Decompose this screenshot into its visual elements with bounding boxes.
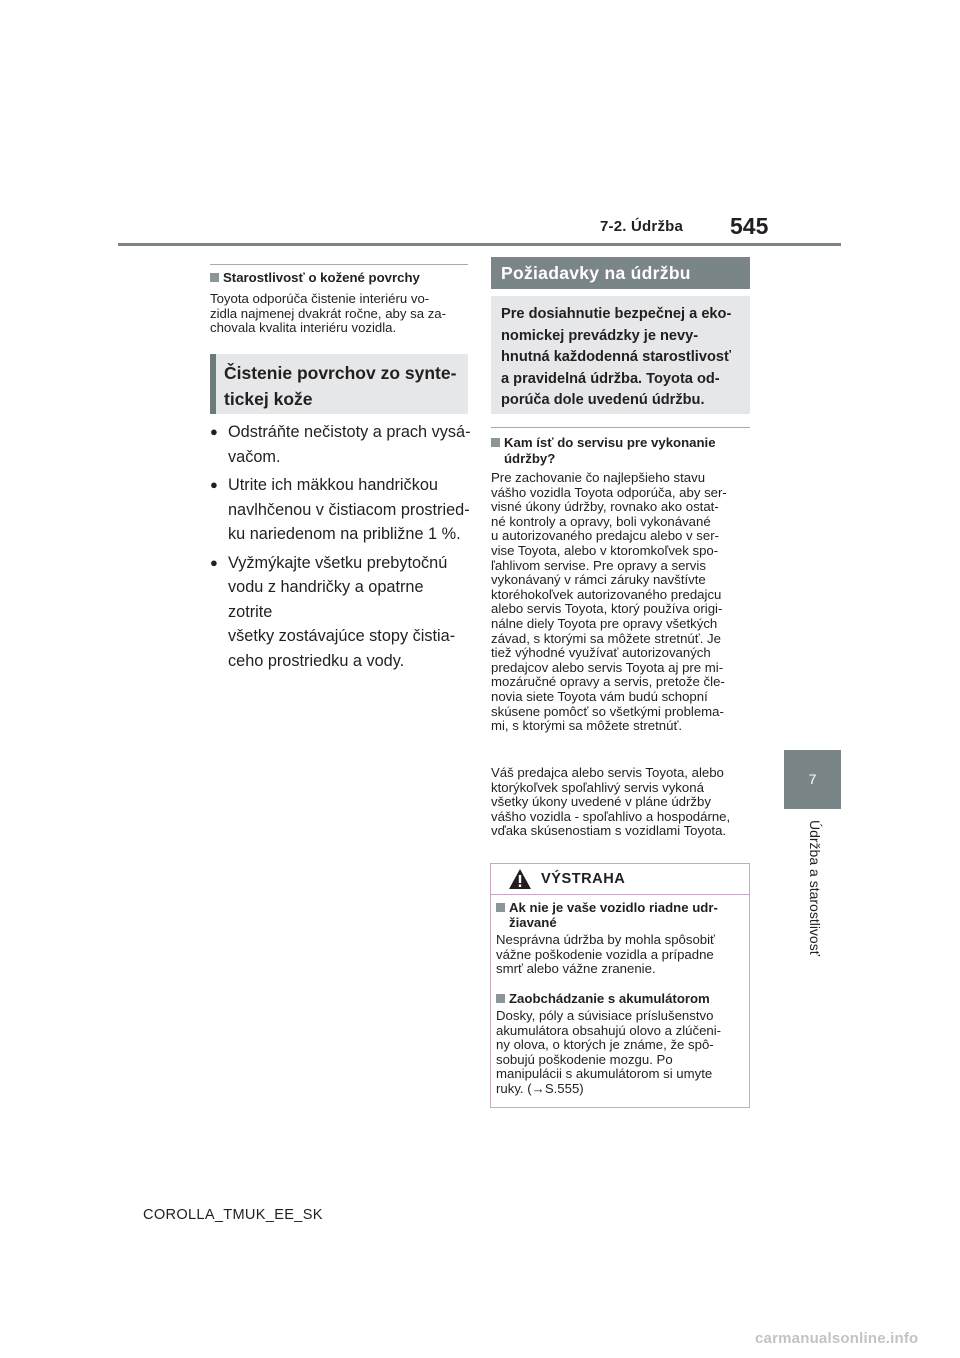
page-reference-link[interactable]: ruky. (→S.555) (496, 1080, 584, 1096)
service-paragraph-1: Pre zachovanie čo najlepšieho stavu vášho vozidla Toyota odporúča, aby ser- visné úkony údržby, rovnako ako ostat- né kontroly a opravy, boli vykonávané u autorizovaného predajcu alebo v ser- vise Toyota, alebo v ktoromkoľvek spo- ľahlivom servise. Pre opravy a servis vykonávaný v rámci záruky navštívte ktoréhokoľvek autorizovaného predajcu alebo servis Toyota, ktorý používa origi- nálne diely Toyota pre opravy všetkých závad, s ktorými sa môžete stretnúť. Je tiež výhodné využívať autorizovaných predajcov alebo servis Toyota aj pre mi- mozáručné opravy a servis, pretože čle- novia siete Toyota vám budú schopní skúsene pomôcť so všetkými problema- mi, s ktorými sa môžete stretnúť. (491, 470, 727, 734)
square-bullet-icon (496, 903, 505, 912)
list-item: ● Odstráňte nečistoty a prach vysá- vačom. (210, 420, 472, 469)
maintenance-intro-box: Pre dosiahnutie bezpečnej a eko- nomickej prevádzky je nevy- hnutná každodenná starostlivosť a pravidelná údržba. Toyota od- porúča dole uvedenú údržbu. (491, 296, 750, 414)
square-bullet-icon (210, 273, 219, 282)
page-number: 545 (730, 213, 769, 239)
synthetic-leather-heading: Čistenie povrchov zo synte- tickej kože (210, 354, 468, 414)
warning-header (491, 864, 749, 895)
chapter-tab[interactable]: 7 (784, 750, 841, 809)
watermark: carmanualsonline.info (755, 1330, 919, 1347)
leather-care-title: Starostlivosť o kožené povrchy (210, 270, 420, 286)
warning-item-1-title: Ak nie je vaše vozidlo riadne udr- žiavané (496, 901, 748, 930)
warning-item-2-text: Dosky, póly a súvisiace príslušenstvo akumulátora obsahujú olovo a zlúčeni- ny olova, o ktorých je známe, že spô- sobujú poškodenie mozgu. Po manipulácii s akumulátorom si umyte ruky. (→S.555) (496, 1009, 748, 1097)
warning-item-2-title: Zaobchádzanie s akumulátorom (496, 992, 748, 1007)
square-bullet-icon (491, 438, 500, 447)
list-item: ● Vyžmýkajte všetku prebytočnú vodu z handričky a opatrne zotrite všetky zostávajúce stopy čistia- ceho prostriedku a vody. (210, 551, 472, 674)
leather-care-text: Toyota odporúča čistenie interiéru vo- zidla najmenej dvakrát ročne, aby sa za- chovala kvalita interiéru vozidla. (210, 291, 447, 336)
model-code-footer: COROLLA_TMUK_EE_SK (143, 1207, 323, 1223)
list-item: ● Utrite ich mäkkou handričkou navlhčenou v čistiacom prostried- ku nariedenom na približne 1 %. (210, 473, 472, 547)
warning-box (490, 863, 750, 1108)
maintenance-requirements-heading: Požiadavky na údržbu (491, 257, 750, 289)
chapter-title-vertical (803, 820, 823, 980)
chapter-title-label: Údržba a starostlivosť (807, 820, 823, 956)
service-paragraph-2: Váš predajca alebo servis Toyota, alebo ktorýkoľvek spoľahlivý servis vykoná všetky úkony uvedené v pláne údržby vášho vozidla - spoľahlivo a hospodárne, vďaka skúsenostiam s vozidlami Toyota. (491, 765, 731, 839)
leather-divider (210, 264, 468, 265)
service-divider (491, 427, 750, 428)
square-bullet-icon (496, 994, 505, 1003)
section-title: 7-2. Údržba (600, 218, 684, 235)
warning-item-1-text: Nesprávna údržba by mohla spôsobiť vážne poškodenie vozidla a prípadne smrť alebo vážne zranenie. (496, 932, 715, 977)
warning-title: VÝSTRAHA (541, 871, 626, 887)
header-rule (118, 243, 841, 246)
service-question-title: Kam ísť do servisu pre vykonanie údržby? (491, 435, 753, 467)
warning-triangle-icon (508, 868, 532, 890)
cleaning-steps-list (210, 420, 472, 677)
